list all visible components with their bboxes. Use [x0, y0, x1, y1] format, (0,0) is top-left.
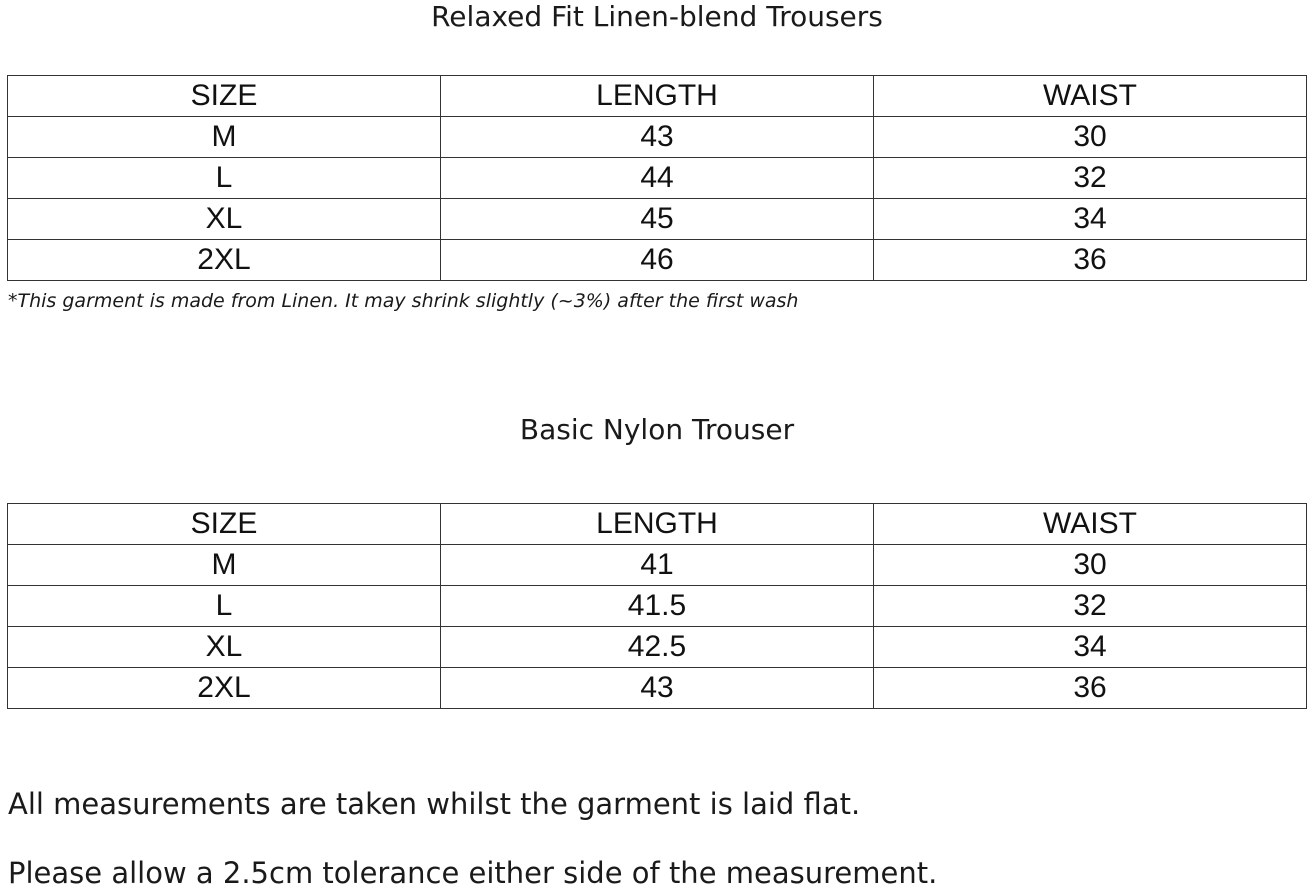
length-cell: 41.5: [441, 586, 874, 627]
nylon-trouser-size-table: [7, 503, 1307, 709]
waist-cell: 36: [874, 240, 1307, 281]
table-row: [8, 668, 1307, 709]
length-cell: 45: [441, 199, 874, 240]
length-cell: 46: [441, 240, 874, 281]
size-cell: 2XL: [8, 668, 441, 709]
table-header-row: [8, 76, 1307, 117]
size-cell: M: [8, 117, 441, 158]
waist-cell: 30: [874, 545, 1307, 586]
linen-trousers-title: Relaxed Fit Linen-blend Trousers: [431, 0, 883, 33]
size-header: SIZE: [8, 76, 441, 117]
table-row: [8, 586, 1307, 627]
table-header-row: [8, 504, 1307, 545]
waist-header: WAIST: [874, 504, 1307, 545]
waist-cell: 36: [874, 668, 1307, 709]
length-cell: 42.5: [441, 627, 874, 668]
waist-cell: 32: [874, 158, 1307, 199]
length-cell: 41: [441, 545, 874, 586]
nylon-trouser-title: Basic Nylon Trouser: [519, 413, 795, 446]
waist-cell: 34: [874, 627, 1307, 668]
size-cell: XL: [8, 627, 441, 668]
table-row: [8, 240, 1307, 281]
length-header: LENGTH: [441, 76, 874, 117]
size-cell: M: [8, 545, 441, 586]
measurement-method-text: All measurements are taken whilst the garment is laid flat.: [8, 787, 861, 821]
tolerance-text: Please allow a 2.5cm tolerance either side of the measurement.: [8, 856, 938, 890]
length-cell: 43: [441, 668, 874, 709]
size-cell: L: [8, 158, 441, 199]
linen-trousers-size-table: [7, 75, 1307, 281]
waist-cell: 30: [874, 117, 1307, 158]
table-row: [8, 199, 1307, 240]
size-header: SIZE: [8, 504, 441, 545]
table-row: [8, 545, 1307, 586]
size-cell: XL: [8, 199, 441, 240]
waist-cell: 32: [874, 586, 1307, 627]
length-header: LENGTH: [441, 504, 874, 545]
waist-header: WAIST: [874, 76, 1307, 117]
table-row: [8, 117, 1307, 158]
waist-cell: 34: [874, 199, 1307, 240]
table-row: [8, 158, 1307, 199]
length-cell: 44: [441, 158, 874, 199]
size-cell: L: [8, 586, 441, 627]
table-row: [8, 627, 1307, 668]
size-cell: 2XL: [8, 240, 441, 281]
length-cell: 43: [441, 117, 874, 158]
linen-shrink-note: *This garment is made from Linen. It may shrink slightly (~3%) after the first wash: [8, 290, 799, 312]
